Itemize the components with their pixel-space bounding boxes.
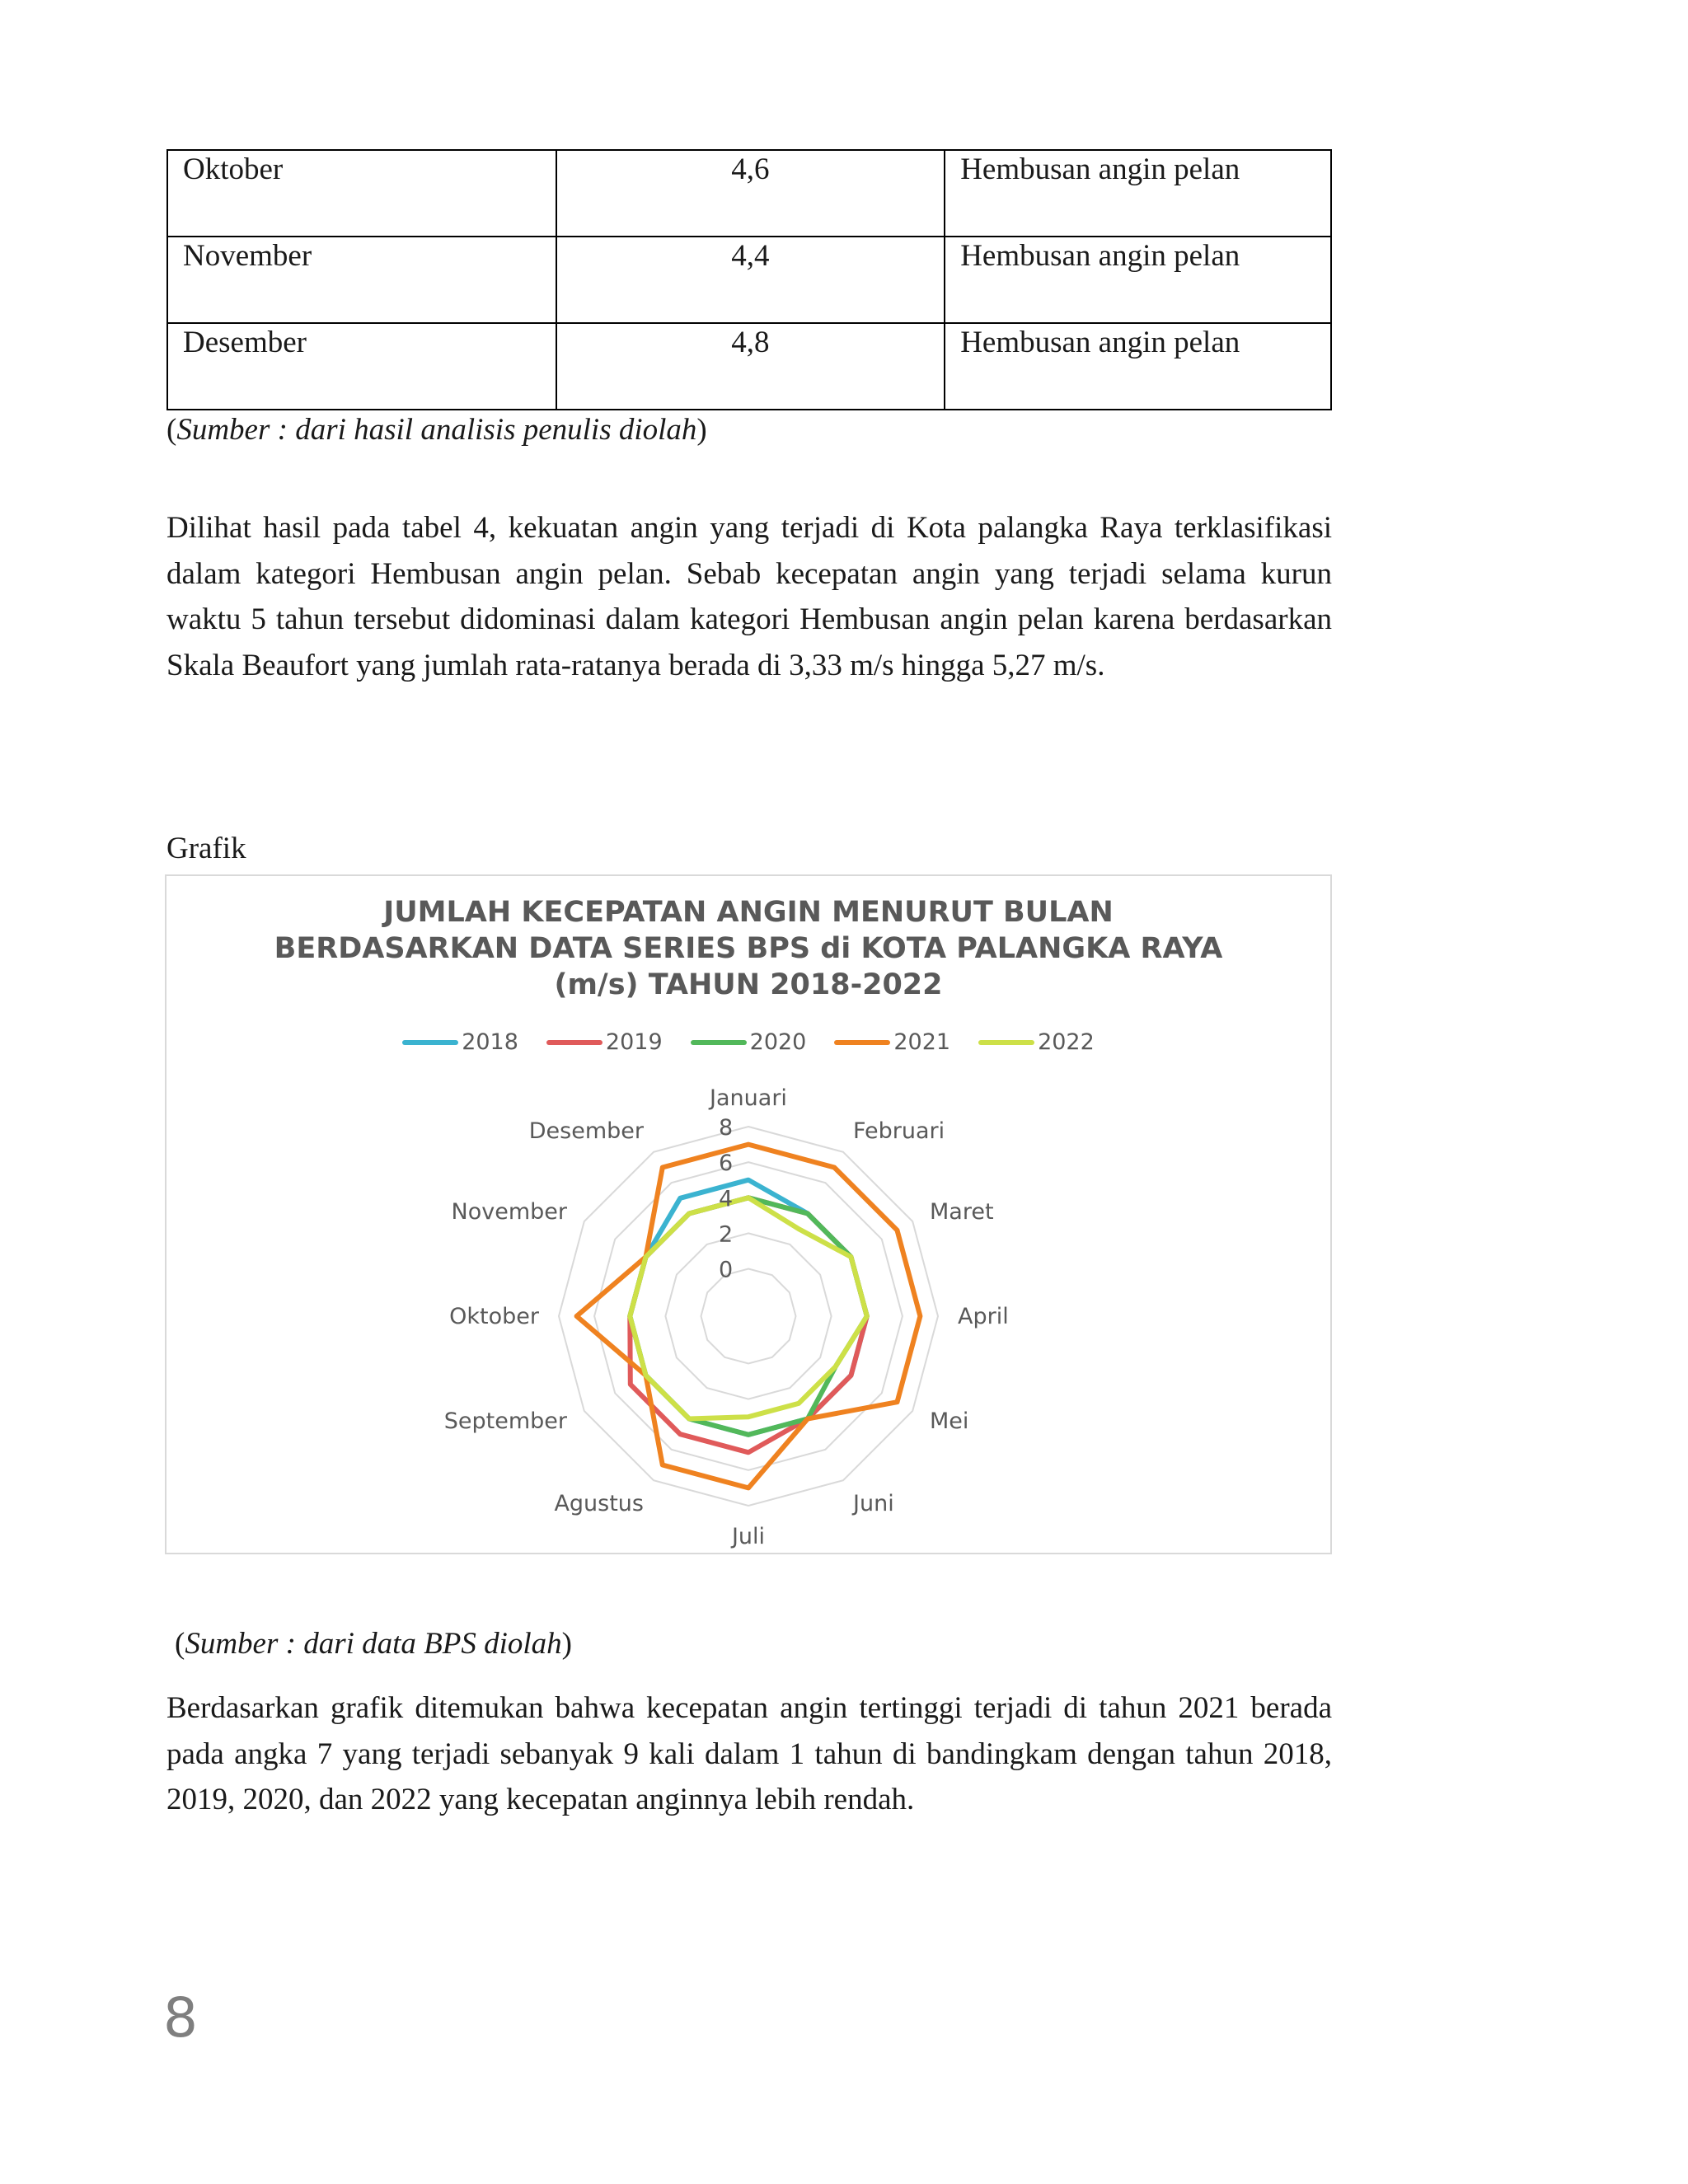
category-label: Juli [731,1524,766,1549]
table-row [167,150,1331,237]
grid-ring [594,1162,903,1470]
value-cell: 4,6 [556,150,945,237]
table-source-caption: (Sumber : dari hasil analisis penulis diolah) [166,413,707,447]
month-cell: November [167,237,556,323]
category-label: April [958,1304,1009,1329]
wind-table [166,149,1332,410]
tick-label: 0 [719,1257,734,1283]
category-label: Mei [930,1408,969,1434]
tick-label: 6 [719,1151,734,1177]
chart-title-line: (m/s) TAHUN 2018-2022 [554,968,943,1001]
chart-title-line: JUMLAH KECEPATAN ANGIN MENURUT BULAN [383,896,1114,929]
tick-label: 8 [719,1115,734,1141]
value-cell: 4,8 [556,323,945,410]
category-label: Desember [528,1118,644,1144]
radar-grid [559,1127,938,1506]
value-cell: 4,4 [556,237,945,323]
graph-heading: Grafik [166,832,246,865]
month-cell: Oktober [167,150,556,237]
radar-chart [165,874,1332,1554]
table-row [167,323,1331,410]
grid-ring [559,1127,938,1506]
radar-ticks [719,1115,733,1283]
category-label: Oktober [449,1304,539,1329]
legend-label: 2022 [1038,1029,1095,1055]
legend-label: 2021 [893,1029,951,1055]
category-label: September [443,1408,567,1434]
tick-label: 4 [719,1186,734,1212]
category-cell: Hembusan angin pelan [945,237,1331,323]
legend-label: 2020 [749,1029,807,1055]
category-label: Februari [853,1118,945,1144]
category-cell: Hembusan angin pelan [945,150,1331,237]
category-label: Agustus [554,1491,644,1516]
radar-series [577,1145,921,1488]
category-label: November [451,1199,567,1225]
category-label: Juni [853,1491,894,1516]
category-label: Maret [930,1199,994,1225]
category-cell: Hembusan angin pelan [945,323,1331,410]
grid-ring [665,1233,831,1399]
tick-label: 2 [719,1221,734,1248]
series-line-2022 [630,1197,867,1418]
paragraph-graph-analysis: Berdasarkan grafik ditemukan bahwa kecepatan angin tertinggi terjadi di tahun 2021 berada pada angka 7 yang terjadi sebanyak 9 kali dalam 1 tahun di bandingkam dengan tahun 2018, 2019, 2020, dan 2022 yang kecepatan anginnya lebih rendah. [166,1691,1332,1816]
paragraph-table-analysis: Dilihat hasil pada tabel 4, kekuatan angin yang terjadi di Kota palangka Raya terklasifikasi dalam kategori Hembusan angin pelan. Sebab kecepatan angin yang terjadi selama kurun waktu 5 tahun tersebut didominasi dalam kategori Hembusan angin pelan karena berdasarkan Skala Beaufort yang jumlah rata-ratanya berada di 3,33 m/s hingga 5,27 m/s. [166,511,1332,682]
radar-plot [166,876,1330,1553]
category-label: Januari [710,1085,787,1111]
grid-ring [701,1269,796,1364]
legend-label: 2019 [605,1029,663,1055]
legend-label: 2018 [462,1029,518,1055]
chart-title-line: BERDASARKAN DATA SERIES BPS di KOTA PALANGKA RAYA [274,932,1223,965]
page-number: 8 [163,1986,198,2050]
month-cell: Desember [167,323,556,410]
table-row [167,237,1331,323]
chart-source-caption: (Sumber : dari data BPS diolah) [175,1627,572,1661]
